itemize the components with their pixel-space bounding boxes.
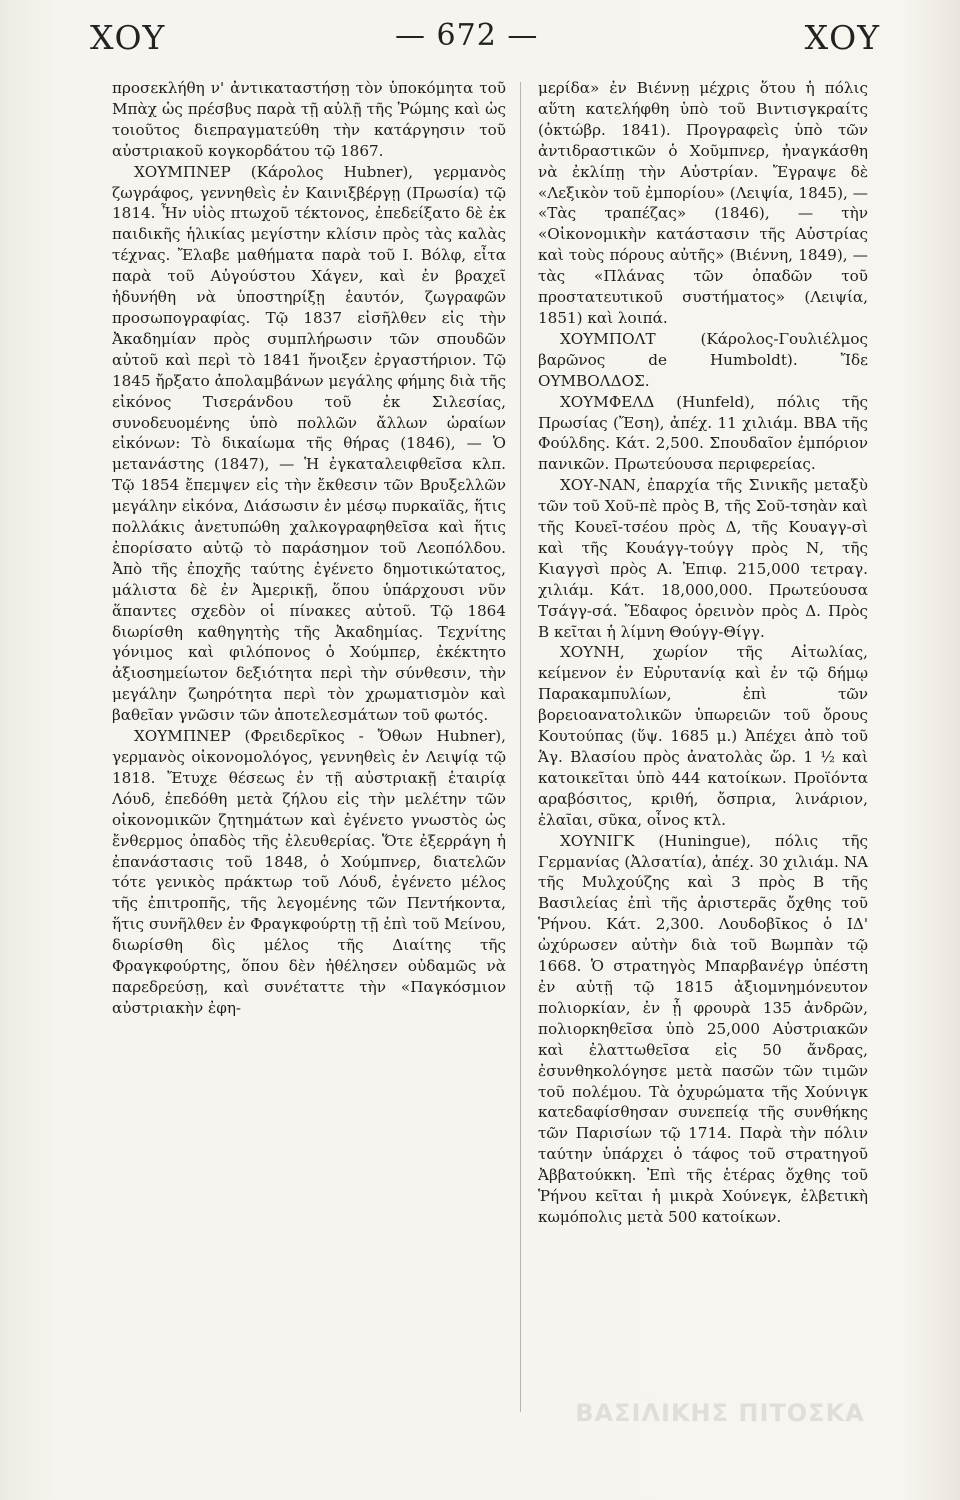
entry-houni: ΧΟΥΝΗ, χωρίον τῆς Αἰτωλίας, κείμενον ἐν Εὐρυτανίᾳ καὶ ἐν τῷ δήμῳ Παρακαμπυλίων, ἐπὶ τῶν βορειοανατολικῶν ὑπωρειῶν τοῦ ὄρους Κουτούπας (ὕψ. 1685 μ.) Ἀπέχει ἀπὸ τοῦ Ἁγ. Βλασίου πρὸς ἀνατολὰς ὥρ. 1 ½ καὶ κατοικεῖται ὑπὸ 444 κατοίκων. Προϊόντα αραβόσιτος, κριθή, ὄσπρια, λινάριον, ἐλαῖαι, σῦκα, οἶνος κτλ. — [538, 643, 868, 829]
entry-houmfeld: ΧΟΥΜΦΕΛΔ (Hunfeld), πόλις τῆς Πρωσίας (Ἔση), ἀπέχ. 11 χιλιάμ. ΒΒΑ τῆς Φούλδης. Κάτ. 2,500. Σπουδαῖον ἐμπόριον πανικῶν. Πρωτεύουσα περιφερείας. — [538, 392, 868, 474]
header-right-guideword: ΧΟΥ — [804, 18, 880, 57]
entry-hounigk: ΧΟΥΝΙΓΚ (Huningue), πόλις τῆς Γερμανίας (Ἀλσατία), ἀπέχ. 30 χιλιάμ. ΝΑ τῆς Μυλχούζης καὶ 3 πρὸς Β τῆς Βασιλείας ἐπὶ τῆς ἀριστερᾶς ὄχθης τοῦ Ῥήνου. Κάτ. 2,300. Λουδοβῖκος ὁ ΙΔ' ὠχύρωσεν αὐτὴν διὰ τοῦ Βωμπὰν τῷ 1668. Ὁ στρατηγὸς Μπαρβανέγρ ὑπέστη ἐν αὐτῇ τῷ 1815 ἀξιομνημόνευτον πολιορκίαν, ἐν ᾗ φρουρὰ 135 ἀνδρῶν, πολιορκηθεῖσα ὑπὸ 25,000 Αὐστριακῶν καὶ ἐλαττωθεῖσα εἰς 50 ἄνδρας, ἐσυνθηκολόγησε μετὰ πασῶν τῶν τιμῶν τοῦ πολέμου. Τὰ ὀχυρώματα τῆς Χούνιγκ κατεδαφίσθησαν συνεπείᾳ τῆς συνθήκης τῶν Παρισίων τῷ 1714. Παρὰ τὴν πόλιν ταύτην ὑπάρχει ὁ τάφος τοῦ στρατηγοῦ Ἀββατούκκη. Ἐπὶ τῆς ἑτέρας ὄχθης τοῦ Ῥήνου κεῖται ἡ μικρὰ Χούνεγκ, ἐλβετικὴ κωμόπολις μετὰ 500 κατοίκων. — [538, 831, 868, 1226]
entry-hou-nan: ΧΟΥ-ΝΑΝ, ἐπαρχία τῆς Σινικῆς μεταξὺ τῶν τοῦ Χοῦ-πὲ πρὸς Β, τῆς Σοῦ-τσηὰν καὶ τῆς Κουεῖ-τσέου πρὸς Δ, τῆς Κουαγγ-σὶ καὶ τῆς Κουάγγ-τούγγ πρὸς Ν, τῆς Κιαγγσὶ πρὸς Α. Ἐπιφ. 215,000 τετραγ. χιλιάμ. Κάτ. 18,000,000. Πρωτεύουσα Τσάγγ-σά. Ἔδαφος ὀρεινὸν πρὸς Δ. Πρὸς Β κεῖται ἡ λίμνη Θούγγ-Θίγγ. — [538, 476, 868, 641]
column-divider — [520, 82, 521, 1412]
page-header — [90, 18, 880, 68]
entry-houmpolt: ΧΟΥΜΠΟΛΤ (Κάρολος-Γουλιέλμος βαρῶνος de Humboldt). Ἴδε ΟΥΜΒΟΛΔΟΣ. — [538, 329, 868, 390]
library-watermark — [560, 1398, 880, 1428]
entry-houmpner-karolos: ΧΟΥΜΠΝΕΡ (Κάρολος Hubner), γερμανὸς ζωγράφος, γεννηθεὶς ἐν Καινιξβέργῃ (Πρωσία) τῷ 1814. Ἦν υἱὸς πτωχοῦ τέκτονος, ἐπεδείξατο δὲ ἐκ παιδικῆς ἡλικίας μεγίστην κλίσιν πρὸς τὰς καλὰς τέχνας. Ἔλαβε μαθήματα παρὰ τοῦ Ι. Βόλφ, εἶτα παρὰ τοῦ Αὐγούστου Χάγεν, καὶ ἐν βραχεῖ ἠδυνήθη νὰ ὑποστηρίξῃ ἑαυτόν, ζωγραφῶν προσωπογραφίας. Τῷ 1837 εἰσῆλθεν εἰς τὴν Ἀκαδημίαν πρὸς συμπλήρωσιν τῶν σπουδῶν αὐτοῦ καὶ περὶ τὸ 1841 ἤνοιξεν ἐργαστήριον. Τῷ 1845 ἤρξατο ἀπολαμβάνων μεγάλης φήμης διὰ τῆς εἰκόνος Τισεράνδου τοῦ ἐκ Σιλεσίας, συνοδευομένης ὑπὸ πολλῶν ἄλλων ὡραίων εἰκόνων: Τὸ δικαίωμα τῆς θήρας (1846), — Ὁ μετανάστης (1847), — Ἡ ἐγκαταλειφθεῖσα κλπ. Τῷ 1854 ἔπεμψεν εἰς τὴν ἔκθεσιν τῶν Βρυξελλῶν μεγάλην εἰκόνα, Διάσωσιν ἐν μέσῳ πυρκαϊᾶς, ἥτις πολλάκις ἀνετυπώθη χαλκογραφηθεῖσα καὶ ἥτις ἐπορίσατο αὐτῷ τὸ παράσημον τοῦ Λεοπόλδου. Ἀπὸ τῆς ἐποχῆς ταύτης ἐγένετο δημοτικώτατος, μάλιστα δὲ ἐν Ἀμερικῇ, ὅπου ὑπάρχουσι νῦν ἅπαντες σχεδὸν οἱ πίνακες αὐτοῦ. Τῷ 1864 διωρίσθη καθηγητὴς τῆς Ἀκαδημίας. Τεχνίτης γόνιμος καὶ φιλόπονος ὁ Χούμπερ, ἐκέκτητο ἀξιοσημείωτον δεξιότητα περὶ τὴν σύνθεσιν, τὴν μεγάλην ζωηρότητα περὶ τὸν χρωματισμὸν καὶ βαθεῖαν γνῶσιν τῶν ἀποτελεσμάτων τοῦ φωτός. — [112, 162, 506, 725]
right-paragraph-continuation: μερίδα» ἐν Βιέννῃ μέχρις ὅτου ἡ πόλις αὕτη κατελήφθη ὑπὸ τοῦ Βιντισγκραίτς (ὀκτώβρ. 1841). Προγραφεὶς ὑπὸ τῶν ἀντιδραστικῶν ὁ Χοῦμπνερ, ἠναγκάσθη νὰ ἐκλίπῃ τὴν Αὐστρίαν. Ἔγραψε δὲ «Λεξικὸν τοῦ ἐμπορίου» (Λειψία, 1845), — «Τὰς τραπέζας» (1846), — τὴν «Οἰκονομικὴν κατάστασιν τῆς Αὐστρίας καὶ τοὺς πόρους αὐτῆς» (Βιέννη, 1849), — τὰς «Πλάνας τῶν ὀπαδῶν τοῦ προστατευτικοῦ συστήματος» (Λειψία, 1851) καὶ λοιπά. — [538, 79, 868, 327]
header-left-guideword: ΧΟΥ — [90, 18, 166, 57]
left-column — [112, 78, 506, 1019]
page-number: — 672 — — [395, 18, 539, 53]
right-column — [538, 78, 868, 1228]
watermark-line: ΒΑΣΙΛΙΚΗΣ ΠΙΤΟΣΚΑ — [575, 1399, 865, 1427]
entry-houmpner-freiderikos: ΧΟΥΜΠΝΕΡ (Φρειδερῖκος - Ὄθων Hubner), γερμανὸς οἰκονομολόγος, γεννηθεὶς ἐν Λειψίᾳ τῷ 1818. Ἔτυχε θέσεως ἐν τῇ αὐστριακῇ ἑταιρίᾳ Λόυδ, ἐπεδόθη μετὰ ζήλου εἰς τὴν μελέτην τῶν οἰκονομικῶν ζητημάτων καὶ ἐγένετο γνωστὸς ὡς ἔνθερμος ὀπαδὸς τῆς ἐλευθερίας. Ὅτε ἐξερράγη ἡ ἐπανάστασις τοῦ 1848, ὁ Χούμπνερ, διατελῶν τότε γενικὸς πράκτωρ τοῦ Λόυδ, ἐγένετο μέλος τῆς ἐπιτροπῆς, τῆς λεγομένης τῶν Πεντήκοντα, ἥτις συνῆλθεν ἐν Φραγκφούρτῃ τῇ ἐπὶ τοῦ Μείνου, διωρίσθη δὶς μέλος τῆς Διαίτης τῆς Φραγκφούρτης, ὅπου δὲν ἠθέλησεν οὐδαμῶς νὰ παρεδρεύσῃ, καὶ συνέταττε τὴν «Παγκόσμιον αὐστριακὴν ἐφη- — [112, 727, 506, 1017]
left-paragraph-continuation: προσεκλήθη ν' ἀντικαταστήσῃ τὸν ὑποκόμητα τοῦ Μπὰχ ὡς πρέσβυς παρὰ τῇ αὐλῇ τῆς Ῥώμης καὶ ὡς τοιοῦτος διεπραγματεύθη τὴν κατάργησιν τοῦ αὐστριακοῦ κογκορδάτου τῷ 1867. — [112, 79, 506, 160]
